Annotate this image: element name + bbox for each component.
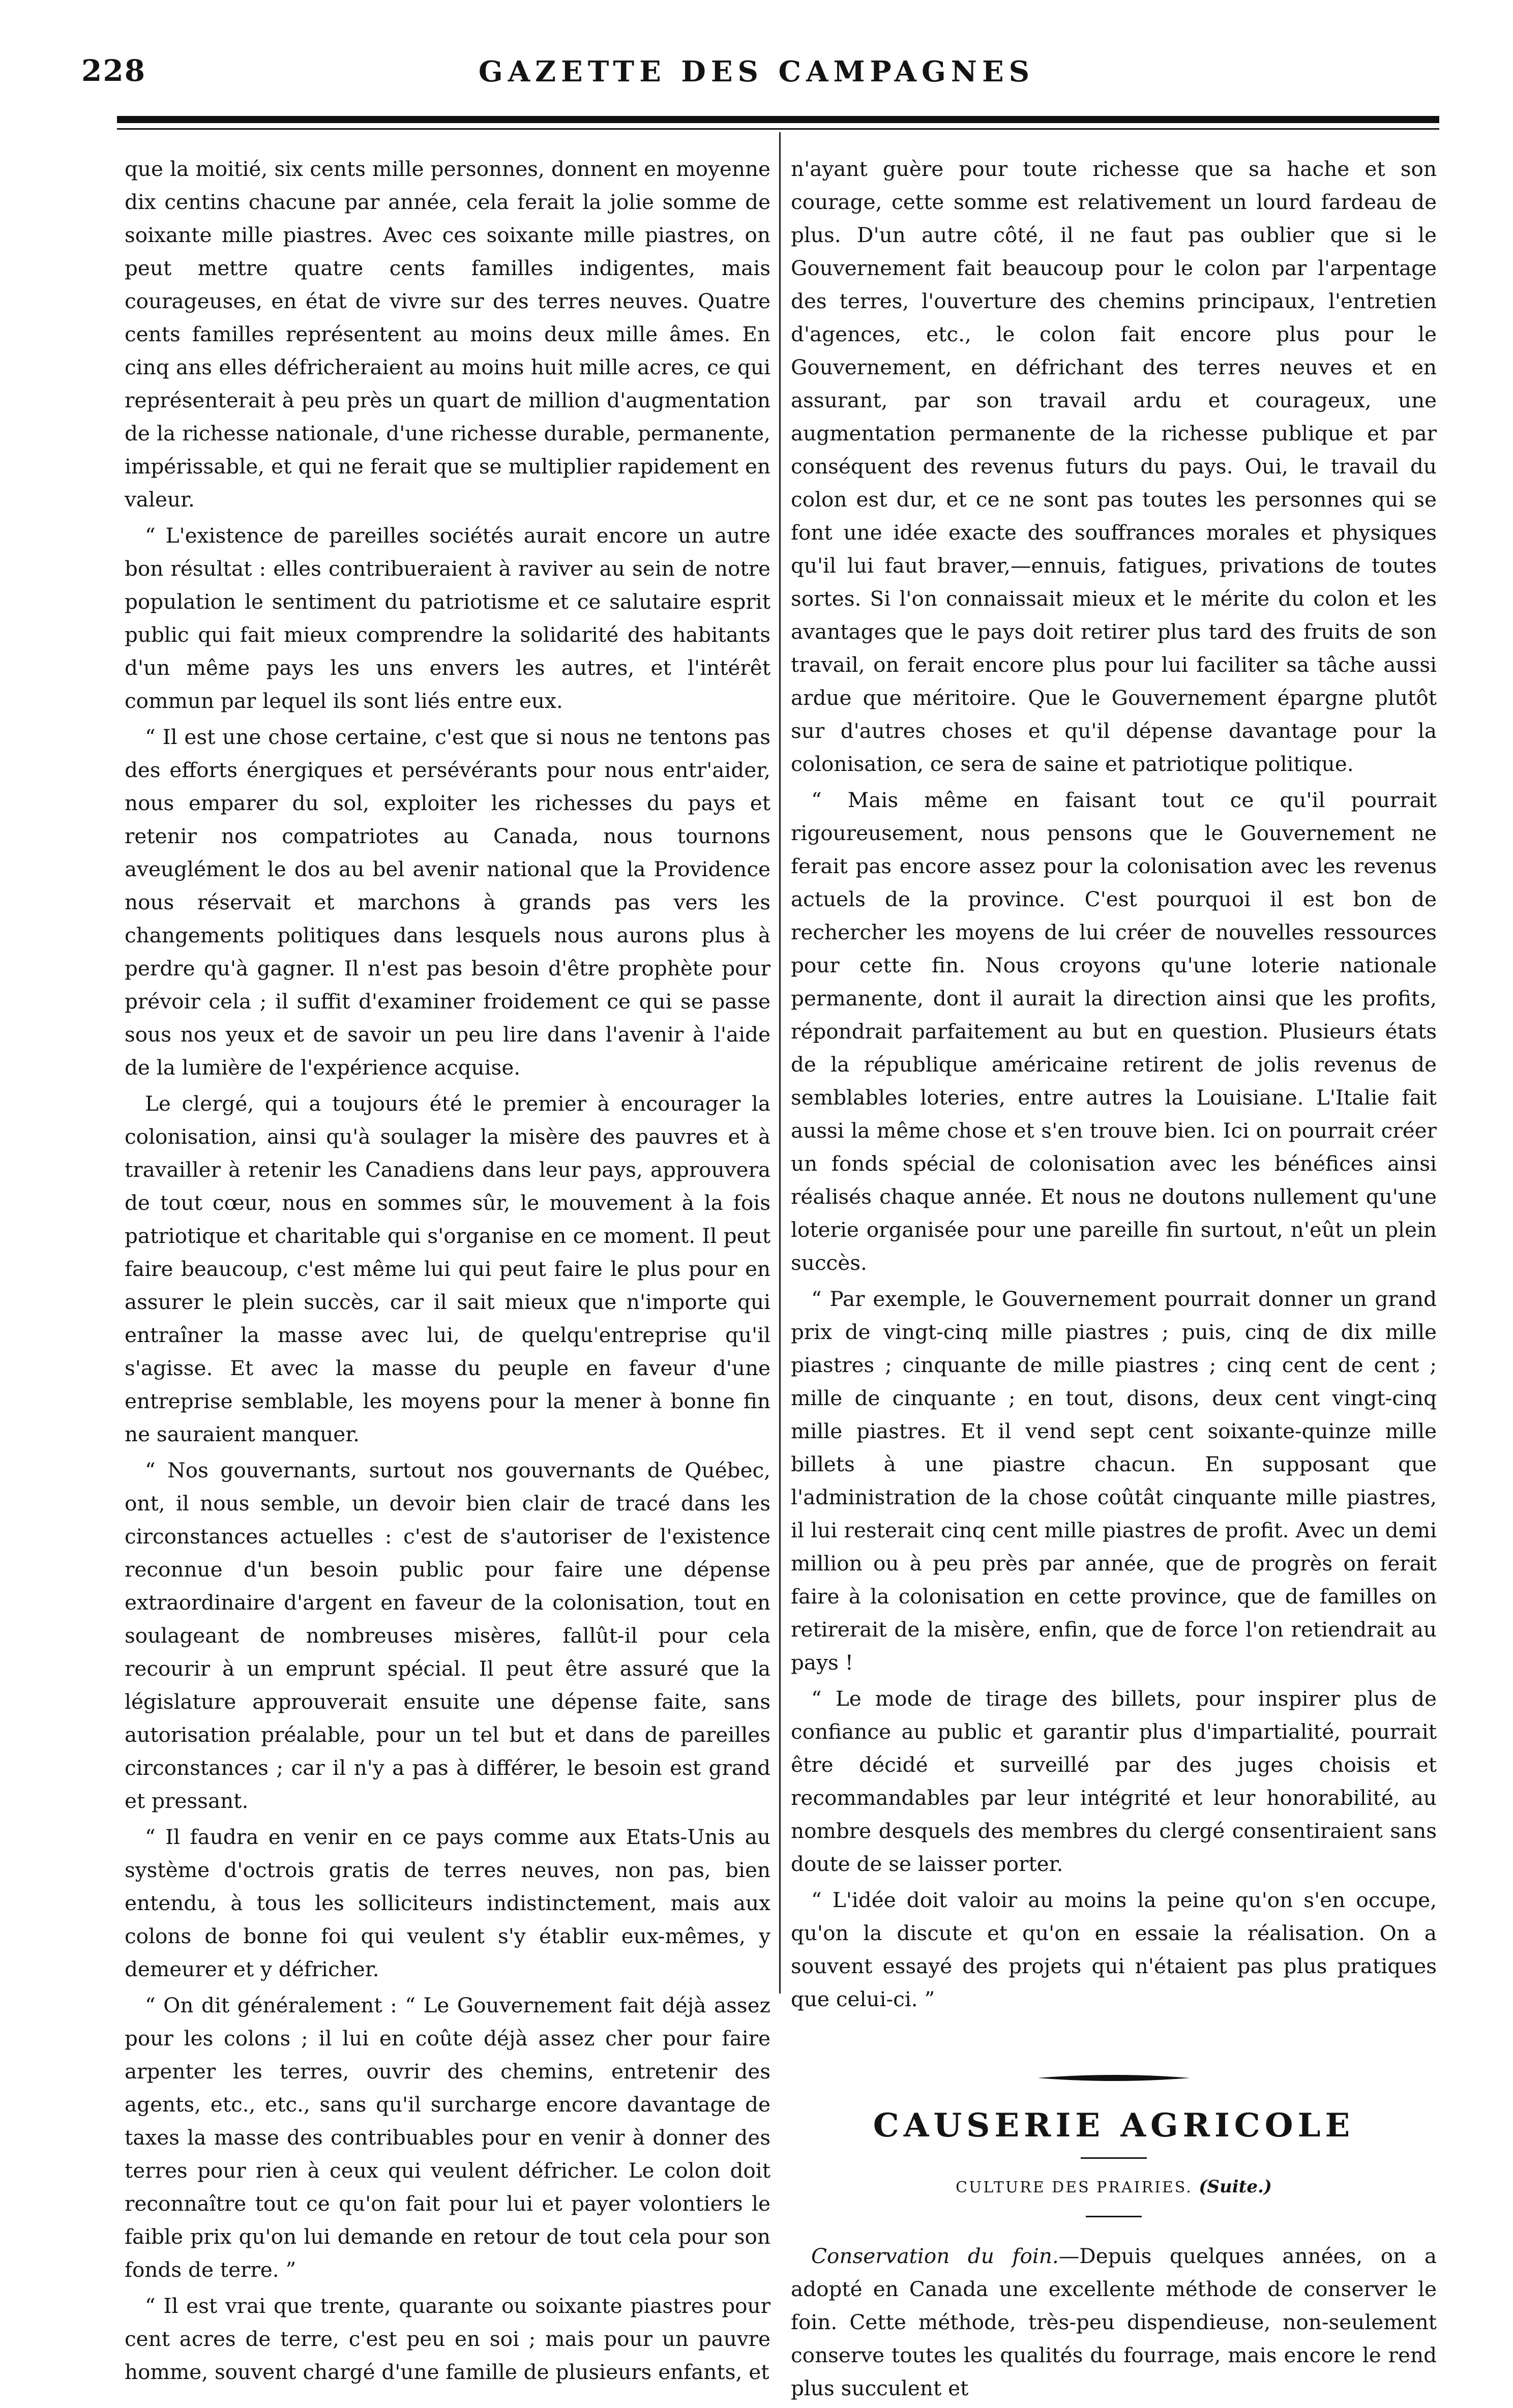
section-title: CAUSERIE AGRICOLE bbox=[873, 2106, 1355, 2145]
ornament-rule-icon bbox=[1037, 2073, 1190, 2083]
paragraph: “ Le mode de tirage des billets, pour inspirer plus de confiance au public et garantir plus d'impartialité, pourrait être décidé et surveillé par des juges choisis et recommandables par leur intégrité et leur honorabilité, au nombre desquels des membres du clergé consentiraient sans doute de se laisser porter. bbox=[791, 1686, 1437, 1876]
header-rule-thick bbox=[117, 116, 1439, 123]
running-title: GAZETTE DES CAMPAGNES bbox=[478, 55, 1035, 88]
paragraph: “ On dit généralement : “ Le Gouvernement fait déjà assez pour les colons ; il lui en coûte déjà assez cher pour faire arpenter les terres, ouvrir des chemins, entretenir des agents, etc., etc., sans qu'il surcharge encore davantage de taxes la masse des contribuables pour en venir à donner des terres pour rien à ceux qui veulent défricher. Le colon doit reconnaître tout ce qu'on fait pour lui et payer volontiers le faible prix qu'on lui demande en retour de tout cela pour son fonds de terre. ” bbox=[125, 1993, 770, 2282]
page-number: 228 bbox=[81, 53, 146, 88]
column-divider bbox=[779, 132, 781, 1994]
subtitle-suite: (Suite.) bbox=[1199, 2177, 1272, 2197]
section-subtitle bbox=[791, 2174, 1437, 2201]
paragraph: n'ayant guère pour toute richesse que sa hache et son courage, cette somme est relativement un lourd fardeau de plus. D'un autre côté, il ne faut pas oublier que si le Gouvernement fait beaucoup pour le colon par l'arpentage des terres, l'ouverture des chemins principaux, l'entretien d'agences, etc., le colon fait encore plus pour le Gouvernement, en défrichant des terres neuves et en assurant, par son travail ardu et courageux, une augmentation permanente de la richesse publique et par conséquent des revenus futurs du pays. Oui, le travail du colon est dur, et ce ne sont pas toutes les personnes qui se font une idée exacte des souffrances morales et physiques qu'il lui faut braver,—ennuis, fatigues, privations de toutes sortes. Si l'on connaissait mieux et le mérite du colon et les avantages que le pays doit retirer plus tard des fruits de son travail, on ferait encore plus pour lui faciliter sa tâche aussi ardue que méritoire. Que le Gouvernement épargne plutôt sur d'autres choses et qu'il dépense davantage pour la colonisation, ce sera de saine et patriotique politique. bbox=[791, 157, 1437, 776]
paragraph: “ L'existence de pareilles sociétés aurait encore un autre bon résultat : elles contribueraient à raviver au sein de notre population le sentiment du patriotisme et ce salutaire esprit public qui fait mieux comprendre la solidarité des habitants d'un même pays les uns envers les autres, et l'intérêt commun par lequel ils sont liés entre eux. bbox=[125, 523, 770, 713]
section-ornament bbox=[791, 2073, 1437, 2083]
paragraph: “ Mais même en faisant tout ce qu'il pourrait rigoureusement, nous pensons que le Gouvernement ne ferait pas encore assez pour la colonisation avec les revenus actuels de la province. C'est pourquoi il est bon de rechercher les moyens de lui créer de nouvelles ressources pour cette fin. Nous croyons qu'une loterie nationale permanente, dont il aurait la direction ainsi que les profits, répondrait parfaitement au but en question. Plusieurs états de la république américaine retirent de jolis revenus de semblables loteries, entre autres la Louisiane. L'Italie fait aussi la même chose et s'en trouve bien. Ici on pourrait créer un fonds spécial de colonisation avec les bénéfices ainsi réalisés chaque année. Et nous ne doutons nullement qu'une loterie organisée pour une pareille fin surtout, n'eût un plein succès. bbox=[791, 788, 1437, 1275]
paragraph: “ Il est une chose certaine, c'est que si nous ne tentons pas des efforts énergiques et persévérants pour nous entr'aider, nous emparer du sol, exploiter les richesses du pays et retenir nos compatriotes au Canada, nous tournons aveuglément le dos au bel avenir national que la Providence nous réservait et marchons à grands pas vers les changements politiques dans lesquels nous aurons plus à perdre qu'à gagner. Il n'est pas besoin d'être prophète pour prévoir cela ; il suffit d'examiner froidement ce qui se passe sous nos yeux et de savoir un peu lire dans l'avenir à l'aide de la lumière de l'expérience acquise. bbox=[125, 725, 770, 1080]
header-rule-thin bbox=[117, 128, 1439, 130]
paragraph: “ Par exemple, le Gouvernement pourrait donner un grand prix de vingt-cinq mille piastres ; puis, cinq de dix mille piastres ; cinquante de mille piastres ; cinq cent de cent ; mille de cinquante ; en tout, disons, deux cent vingt-cinq mille piastres. Et il vend sept cent soixante-quinze mille billets à une piastre chacun. En supposant que l'administration de la chose coûtât cinquante mille piastres, il lui resterait cinq cent mille piastres de profit. Avec un demi million ou à peu près par année, que de progrès on ferait faire à la colonisation en cette province, que de familles on retirerait de la misère, enfin, que de force l'on retiendrait au pays ! bbox=[791, 1287, 1437, 1675]
paragraph: que la moitié, six cents mille personnes, donnent en moyenne dix centins chacune par année, cela ferait la jolie somme de soixante mille piastres. Avec ces soixante mille piastres, on peut mettre quatre cents familles indigentes, mais courageuses, en état de vivre sur des terres neuves. Quatre cents familles représentent au moins deux mille âmes. En cinq ans elles défricheraient au moins huit mille acres, ce qui représenterait à peu près un quart de million d'augmentation de la richesse nationale, d'une richesse durable, permanente, impérissable, et qui ne ferait que se multiplier rapidement en valeur. bbox=[125, 157, 770, 512]
runin-title: Conservation du foin. bbox=[811, 2244, 1059, 2268]
title-rule bbox=[1081, 2157, 1147, 2159]
section-paragraph bbox=[791, 2240, 1437, 2405]
subtitle-rule bbox=[1086, 2216, 1142, 2217]
left-column bbox=[125, 153, 770, 2392]
paragraph: “ Nos gouvernants, surtout nos gouvernants de Québec, ont, il nous semble, un devoir bien clair de tracé dans les circonstances actuelles : c'est de s'autoriser de l'existence reconnue d'un besoin public pour faire une dépense extraordinaire d'argent en faveur de la colonisation, tout en soulageant de nombreuses misères, fallût-il pour cela recourir à un emprunt spécial. Il peut être assuré que la législature approuverait ensuite une dépense faite, sans autorisation préalable, pour un tel but et dans de pareilles circonstances ; car il n'y a pas à différer, le besoin est grand et pressant. bbox=[125, 1458, 770, 1813]
paragraph: “ Il faudra en venir en ce pays comme aux Etats-Unis au système d'octrois gratis de terres neuves, non pas, bien entendu, à tous les solliciteurs indistinctement, mais aux colons de bonne foi qui veulent s'y établir eux-mêmes, y demeurer et y défricher. bbox=[125, 1825, 770, 1981]
paragraph: “ L'idée doit valoir au moins la peine qu'on s'en occupe, qu'on la discute et qu'on en essaie la réalisation. On a souvent essayé des projets qui n'étaient pas plus pratiques que celui-ci. ” bbox=[791, 1888, 1437, 2011]
section-body: —Depuis quelques années, on a adopté en Canada une excellente méthode de conserver le foin. Cette méthode, très-peu dispendieuse, non-seulement conserve toutes les qualités du fourrage, mais encore le rend plus succulent et bbox=[791, 2244, 1437, 2400]
subtitle-text: CULTURE DES PRAIRIES. bbox=[956, 2179, 1193, 2196]
paragraph: “ Il est vrai que trente, quarante ou soixante piastres pour cent acres de terre, c'est peu en soi ; mais pour un pauvre homme, souvent chargé d'une famille de plusieurs enfants, et bbox=[125, 2294, 770, 2384]
right-column bbox=[791, 153, 1437, 2408]
paragraph: Le clergé, qui a toujours été le premier à encourager la colonisation, ainsi qu'à soulager la misère des pauvres et à travailler à retenir les Canadiens dans leur pays, approuvera de tout cœur, nous en sommes sûr, le mouvement à la fois patriotique et charitable qui s'organise en ce moment. Il peut faire beaucoup, c'est même lui qui peut faire le plus pour en assurer le plein succès, car il sait mieux que n'importe qui entraîner la masse avec lui, de quelqu'entreprise qu'il s'agisse. Et avec la masse du peuple en faveur d'une entreprise semblable, les moyens pour la mener à bonne fin ne sauraient manquer. bbox=[125, 1091, 770, 1446]
